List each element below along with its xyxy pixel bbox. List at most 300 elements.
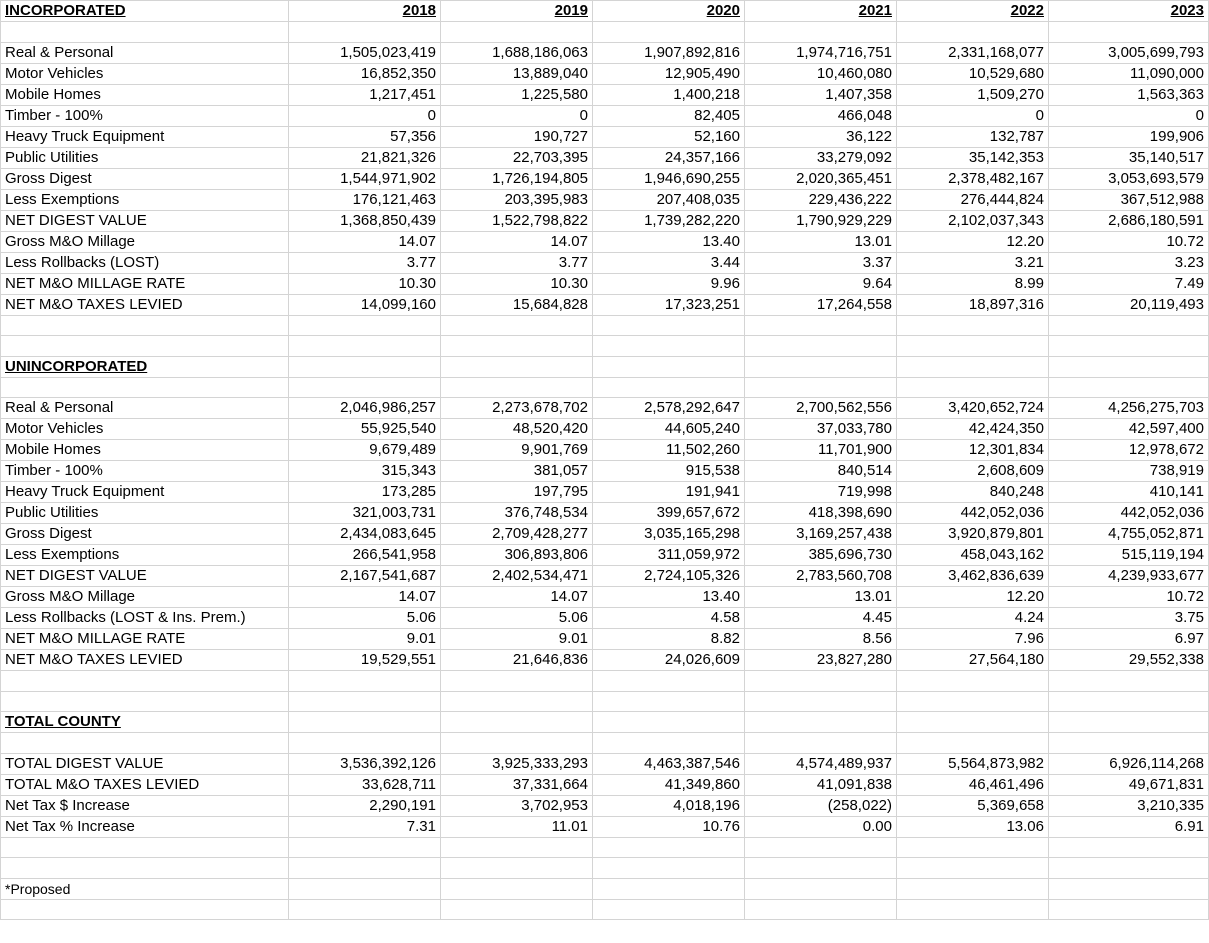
value-cell[interactable]: 52,160 xyxy=(593,126,745,147)
value-cell[interactable]: 42,597,400 xyxy=(1049,419,1209,440)
empty-cell[interactable] xyxy=(1049,315,1209,336)
empty-cell[interactable] xyxy=(593,377,745,398)
value-cell[interactable]: 2,331,168,077 xyxy=(897,42,1049,63)
empty-cell[interactable] xyxy=(745,336,897,357)
value-cell[interactable]: 276,444,824 xyxy=(897,189,1049,210)
empty-cell[interactable] xyxy=(897,377,1049,398)
row-label[interactable]: TOTAL DIGEST VALUE xyxy=(1,753,289,774)
empty-cell[interactable] xyxy=(593,858,745,879)
value-cell[interactable]: 1,505,023,419 xyxy=(289,42,441,63)
empty-cell[interactable] xyxy=(1049,377,1209,398)
value-cell[interactable]: 18,897,316 xyxy=(897,294,1049,315)
section-title[interactable]: TOTAL COUNTY xyxy=(1,712,289,733)
row-label[interactable]: Motor Vehicles xyxy=(1,419,289,440)
value-cell[interactable]: (258,022) xyxy=(745,795,897,816)
row-label[interactable]: NET M&O MILLAGE RATE xyxy=(1,629,289,650)
value-cell[interactable]: 2,046,986,257 xyxy=(289,398,441,419)
value-cell[interactable]: 49,671,831 xyxy=(1049,774,1209,795)
value-cell[interactable]: 197,795 xyxy=(441,482,593,503)
footnote[interactable]: *Proposed xyxy=(1,878,289,899)
row-label[interactable]: Timber - 100% xyxy=(1,105,289,126)
value-cell[interactable]: 14.07 xyxy=(289,587,441,608)
value-cell[interactable]: 17,323,251 xyxy=(593,294,745,315)
empty-cell[interactable] xyxy=(289,336,441,357)
empty-cell[interactable] xyxy=(441,691,593,712)
value-cell[interactable]: 840,248 xyxy=(897,482,1049,503)
value-cell[interactable]: 6,926,114,268 xyxy=(1049,753,1209,774)
value-cell[interactable]: 3,053,693,579 xyxy=(1049,168,1209,189)
row-label[interactable]: Public Utilities xyxy=(1,503,289,524)
value-cell[interactable]: 6.97 xyxy=(1049,629,1209,650)
empty-cell[interactable] xyxy=(745,315,897,336)
empty-cell[interactable] xyxy=(289,377,441,398)
value-cell[interactable]: 9.64 xyxy=(745,273,897,294)
value-cell[interactable]: 35,140,517 xyxy=(1049,147,1209,168)
value-cell[interactable]: 1,522,798,822 xyxy=(441,210,593,231)
empty-cell[interactable] xyxy=(745,899,897,920)
empty-cell[interactable] xyxy=(593,712,745,733)
empty-cell[interactable] xyxy=(897,733,1049,754)
value-cell[interactable]: 266,541,958 xyxy=(289,545,441,566)
value-cell[interactable]: 1,946,690,255 xyxy=(593,168,745,189)
value-cell[interactable]: 4.58 xyxy=(593,608,745,629)
value-cell[interactable]: 0.00 xyxy=(745,816,897,837)
value-cell[interactable]: 14,099,160 xyxy=(289,294,441,315)
value-cell[interactable]: 173,285 xyxy=(289,482,441,503)
value-cell[interactable]: 17,264,558 xyxy=(745,294,897,315)
value-cell[interactable]: 3.37 xyxy=(745,252,897,273)
value-cell[interactable]: 3,420,652,724 xyxy=(897,398,1049,419)
row-label[interactable]: NET DIGEST VALUE xyxy=(1,210,289,231)
value-cell[interactable]: 35,142,353 xyxy=(897,147,1049,168)
value-cell[interactable]: 458,043,162 xyxy=(897,545,1049,566)
value-cell[interactable]: 2,167,541,687 xyxy=(289,566,441,587)
value-cell[interactable]: 36,122 xyxy=(745,126,897,147)
value-cell[interactable]: 399,657,672 xyxy=(593,503,745,524)
value-cell[interactable]: 48,520,420 xyxy=(441,419,593,440)
empty-cell[interactable] xyxy=(289,878,441,899)
value-cell[interactable]: 1,544,971,902 xyxy=(289,168,441,189)
empty-cell[interactable] xyxy=(745,671,897,692)
value-cell[interactable]: 2,608,609 xyxy=(897,461,1049,482)
value-cell[interactable]: 41,349,860 xyxy=(593,774,745,795)
value-cell[interactable]: 14.07 xyxy=(441,587,593,608)
empty-cell[interactable] xyxy=(1049,22,1209,43)
empty-cell[interactable] xyxy=(593,336,745,357)
value-cell[interactable]: 2,434,083,645 xyxy=(289,524,441,545)
value-cell[interactable]: 0 xyxy=(441,105,593,126)
value-cell[interactable]: 23,827,280 xyxy=(745,650,897,671)
row-label[interactable]: Real & Personal xyxy=(1,398,289,419)
value-cell[interactable]: 0 xyxy=(289,105,441,126)
empty-cell[interactable] xyxy=(1,899,289,920)
value-cell[interactable]: 5.06 xyxy=(441,608,593,629)
value-cell[interactable]: 1,907,892,816 xyxy=(593,42,745,63)
value-cell[interactable]: 20,119,493 xyxy=(1049,294,1209,315)
empty-cell[interactable] xyxy=(1,336,289,357)
row-label[interactable]: Heavy Truck Equipment xyxy=(1,482,289,503)
empty-cell[interactable] xyxy=(1049,671,1209,692)
row-label[interactable]: Gross M&O Millage xyxy=(1,231,289,252)
year-header[interactable]: 2019 xyxy=(441,1,593,22)
empty-cell[interactable] xyxy=(593,671,745,692)
row-label[interactable]: TOTAL M&O TAXES LEVIED xyxy=(1,774,289,795)
value-cell[interactable]: 13.40 xyxy=(593,587,745,608)
value-cell[interactable]: 1,739,282,220 xyxy=(593,210,745,231)
value-cell[interactable]: 2,783,560,708 xyxy=(745,566,897,587)
value-cell[interactable]: 5.06 xyxy=(289,608,441,629)
empty-cell[interactable] xyxy=(897,858,1049,879)
value-cell[interactable]: 4.24 xyxy=(897,608,1049,629)
row-label[interactable]: Less Rollbacks (LOST & Ins. Prem.) xyxy=(1,608,289,629)
row-label[interactable]: NET M&O TAXES LEVIED xyxy=(1,294,289,315)
value-cell[interactable]: 14.07 xyxy=(441,231,593,252)
value-cell[interactable]: 2,700,562,556 xyxy=(745,398,897,419)
value-cell[interactable]: 719,998 xyxy=(745,482,897,503)
empty-cell[interactable] xyxy=(593,22,745,43)
row-label[interactable]: Less Exemptions xyxy=(1,545,289,566)
value-cell[interactable]: 12,905,490 xyxy=(593,63,745,84)
empty-cell[interactable] xyxy=(1,858,289,879)
empty-cell[interactable] xyxy=(897,837,1049,858)
value-cell[interactable]: 37,033,780 xyxy=(745,419,897,440)
value-cell[interactable]: 33,628,711 xyxy=(289,774,441,795)
row-label[interactable]: Gross Digest xyxy=(1,168,289,189)
value-cell[interactable]: 4,755,052,871 xyxy=(1049,524,1209,545)
empty-cell[interactable] xyxy=(897,22,1049,43)
empty-cell[interactable] xyxy=(289,733,441,754)
value-cell[interactable]: 7.31 xyxy=(289,816,441,837)
value-cell[interactable]: 1,225,580 xyxy=(441,84,593,105)
value-cell[interactable]: 3.77 xyxy=(289,252,441,273)
value-cell[interactable]: 2,724,105,326 xyxy=(593,566,745,587)
value-cell[interactable]: 3,005,699,793 xyxy=(1049,42,1209,63)
empty-cell[interactable] xyxy=(1,733,289,754)
empty-cell[interactable] xyxy=(593,878,745,899)
empty-cell[interactable] xyxy=(441,22,593,43)
value-cell[interactable]: 3.75 xyxy=(1049,608,1209,629)
empty-cell[interactable] xyxy=(289,858,441,879)
empty-cell[interactable] xyxy=(745,878,897,899)
value-cell[interactable]: 46,461,496 xyxy=(897,774,1049,795)
empty-cell[interactable] xyxy=(441,336,593,357)
value-cell[interactable]: 27,564,180 xyxy=(897,650,1049,671)
year-header[interactable]: 2018 xyxy=(289,1,441,22)
empty-cell[interactable] xyxy=(745,733,897,754)
year-header[interactable]: 2022 xyxy=(897,1,1049,22)
value-cell[interactable]: 10.30 xyxy=(289,273,441,294)
value-cell[interactable]: 16,852,350 xyxy=(289,63,441,84)
empty-cell[interactable] xyxy=(441,899,593,920)
value-cell[interactable]: 191,941 xyxy=(593,482,745,503)
value-cell[interactable]: 10.72 xyxy=(1049,231,1209,252)
empty-cell[interactable] xyxy=(1,837,289,858)
empty-cell[interactable] xyxy=(441,837,593,858)
value-cell[interactable]: 3,925,333,293 xyxy=(441,753,593,774)
empty-cell[interactable] xyxy=(289,691,441,712)
row-label[interactable]: Heavy Truck Equipment xyxy=(1,126,289,147)
value-cell[interactable]: 24,026,609 xyxy=(593,650,745,671)
value-cell[interactable]: 1,407,358 xyxy=(745,84,897,105)
empty-cell[interactable] xyxy=(289,837,441,858)
value-cell[interactable]: 2,102,037,343 xyxy=(897,210,1049,231)
value-cell[interactable]: 0 xyxy=(1049,105,1209,126)
value-cell[interactable]: 1,400,218 xyxy=(593,84,745,105)
value-cell[interactable]: 3.23 xyxy=(1049,252,1209,273)
empty-cell[interactable] xyxy=(745,22,897,43)
value-cell[interactable]: 29,552,338 xyxy=(1049,650,1209,671)
value-cell[interactable]: 33,279,092 xyxy=(745,147,897,168)
value-cell[interactable]: 4,574,489,937 xyxy=(745,753,897,774)
value-cell[interactable]: 3,035,165,298 xyxy=(593,524,745,545)
empty-cell[interactable] xyxy=(897,356,1049,377)
value-cell[interactable]: 207,408,035 xyxy=(593,189,745,210)
value-cell[interactable]: 3,536,392,126 xyxy=(289,753,441,774)
value-cell[interactable]: 21,821,326 xyxy=(289,147,441,168)
row-label[interactable]: Public Utilities xyxy=(1,147,289,168)
section-title[interactable]: INCORPORATED xyxy=(1,1,289,22)
value-cell[interactable]: 2,686,180,591 xyxy=(1049,210,1209,231)
row-label[interactable]: Gross Digest xyxy=(1,524,289,545)
value-cell[interactable]: 515,119,194 xyxy=(1049,545,1209,566)
value-cell[interactable]: 3,210,335 xyxy=(1049,795,1209,816)
row-label[interactable]: NET M&O TAXES LEVIED xyxy=(1,650,289,671)
value-cell[interactable]: 10,529,680 xyxy=(897,63,1049,84)
empty-cell[interactable] xyxy=(1,315,289,336)
value-cell[interactable]: 367,512,988 xyxy=(1049,189,1209,210)
value-cell[interactable]: 4,018,196 xyxy=(593,795,745,816)
value-cell[interactable]: 2,578,292,647 xyxy=(593,398,745,419)
value-cell[interactable]: 1,509,270 xyxy=(897,84,1049,105)
empty-cell[interactable] xyxy=(1,671,289,692)
empty-cell[interactable] xyxy=(1049,356,1209,377)
empty-cell[interactable] xyxy=(897,315,1049,336)
value-cell[interactable]: 376,748,534 xyxy=(441,503,593,524)
value-cell[interactable]: 1,790,929,229 xyxy=(745,210,897,231)
empty-cell[interactable] xyxy=(745,356,897,377)
value-cell[interactable]: 7.49 xyxy=(1049,273,1209,294)
empty-cell[interactable] xyxy=(1,691,289,712)
value-cell[interactable]: 3,920,879,801 xyxy=(897,524,1049,545)
value-cell[interactable]: 12.20 xyxy=(897,231,1049,252)
value-cell[interactable]: 4,463,387,546 xyxy=(593,753,745,774)
value-cell[interactable]: 915,538 xyxy=(593,461,745,482)
empty-cell[interactable] xyxy=(441,315,593,336)
empty-cell[interactable] xyxy=(897,671,1049,692)
value-cell[interactable]: 13.01 xyxy=(745,587,897,608)
empty-cell[interactable] xyxy=(897,878,1049,899)
empty-cell[interactable] xyxy=(897,712,1049,733)
value-cell[interactable]: 13,889,040 xyxy=(441,63,593,84)
value-cell[interactable]: 3.21 xyxy=(897,252,1049,273)
empty-cell[interactable] xyxy=(289,899,441,920)
row-label[interactable]: Gross M&O Millage xyxy=(1,587,289,608)
value-cell[interactable]: 5,369,658 xyxy=(897,795,1049,816)
value-cell[interactable]: 1,563,363 xyxy=(1049,84,1209,105)
value-cell[interactable]: 10.72 xyxy=(1049,587,1209,608)
row-label[interactable]: Mobile Homes xyxy=(1,84,289,105)
value-cell[interactable]: 15,684,828 xyxy=(441,294,593,315)
value-cell[interactable]: 2,273,678,702 xyxy=(441,398,593,419)
value-cell[interactable]: 229,436,222 xyxy=(745,189,897,210)
year-header[interactable]: 2020 xyxy=(593,1,745,22)
value-cell[interactable]: 840,514 xyxy=(745,461,897,482)
value-cell[interactable]: 37,331,664 xyxy=(441,774,593,795)
value-cell[interactable]: 11,701,900 xyxy=(745,440,897,461)
value-cell[interactable]: 9.01 xyxy=(289,629,441,650)
row-label[interactable]: Real & Personal xyxy=(1,42,289,63)
empty-cell[interactable] xyxy=(441,377,593,398)
empty-cell[interactable] xyxy=(897,899,1049,920)
section-title[interactable]: UNINCORPORATED xyxy=(1,356,289,377)
empty-cell[interactable] xyxy=(441,878,593,899)
empty-cell[interactable] xyxy=(289,22,441,43)
value-cell[interactable]: 9.01 xyxy=(441,629,593,650)
value-cell[interactable]: 8.82 xyxy=(593,629,745,650)
empty-cell[interactable] xyxy=(593,691,745,712)
value-cell[interactable]: 7.96 xyxy=(897,629,1049,650)
value-cell[interactable]: 19,529,551 xyxy=(289,650,441,671)
value-cell[interactable]: 9,901,769 xyxy=(441,440,593,461)
value-cell[interactable]: 9,679,489 xyxy=(289,440,441,461)
value-cell[interactable]: 315,343 xyxy=(289,461,441,482)
empty-cell[interactable] xyxy=(441,733,593,754)
empty-cell[interactable] xyxy=(593,837,745,858)
empty-cell[interactable] xyxy=(745,377,897,398)
empty-cell[interactable] xyxy=(1049,712,1209,733)
empty-cell[interactable] xyxy=(897,691,1049,712)
empty-cell[interactable] xyxy=(289,356,441,377)
value-cell[interactable]: 2,020,365,451 xyxy=(745,168,897,189)
empty-cell[interactable] xyxy=(1049,691,1209,712)
value-cell[interactable]: 321,003,731 xyxy=(289,503,441,524)
value-cell[interactable]: 41,091,838 xyxy=(745,774,897,795)
value-cell[interactable]: 132,787 xyxy=(897,126,1049,147)
value-cell[interactable]: 2,290,191 xyxy=(289,795,441,816)
value-cell[interactable]: 3,462,836,639 xyxy=(897,566,1049,587)
value-cell[interactable]: 55,925,540 xyxy=(289,419,441,440)
value-cell[interactable]: 3.77 xyxy=(441,252,593,273)
value-cell[interactable]: 24,357,166 xyxy=(593,147,745,168)
row-label[interactable]: NET M&O MILLAGE RATE xyxy=(1,273,289,294)
value-cell[interactable]: 4,239,933,677 xyxy=(1049,566,1209,587)
value-cell[interactable]: 3.44 xyxy=(593,252,745,273)
value-cell[interactable]: 0 xyxy=(897,105,1049,126)
value-cell[interactable]: 2,402,534,471 xyxy=(441,566,593,587)
value-cell[interactable]: 21,646,836 xyxy=(441,650,593,671)
value-cell[interactable]: 13.40 xyxy=(593,231,745,252)
value-cell[interactable]: 4.45 xyxy=(745,608,897,629)
row-label[interactable]: Net Tax $ Increase xyxy=(1,795,289,816)
year-header[interactable]: 2023 xyxy=(1049,1,1209,22)
empty-cell[interactable] xyxy=(1,377,289,398)
empty-cell[interactable] xyxy=(1049,733,1209,754)
value-cell[interactable]: 12,301,834 xyxy=(897,440,1049,461)
empty-cell[interactable] xyxy=(593,315,745,336)
value-cell[interactable]: 10.76 xyxy=(593,816,745,837)
value-cell[interactable]: 203,395,983 xyxy=(441,189,593,210)
empty-cell[interactable] xyxy=(897,336,1049,357)
value-cell[interactable]: 385,696,730 xyxy=(745,545,897,566)
value-cell[interactable]: 1,688,186,063 xyxy=(441,42,593,63)
value-cell[interactable]: 11,090,000 xyxy=(1049,63,1209,84)
empty-cell[interactable] xyxy=(441,858,593,879)
empty-cell[interactable] xyxy=(745,837,897,858)
empty-cell[interactable] xyxy=(745,712,897,733)
value-cell[interactable]: 1,368,850,439 xyxy=(289,210,441,231)
value-cell[interactable]: 14.07 xyxy=(289,231,441,252)
row-label[interactable]: NET DIGEST VALUE xyxy=(1,566,289,587)
value-cell[interactable]: 2,378,482,167 xyxy=(897,168,1049,189)
empty-cell[interactable] xyxy=(1049,837,1209,858)
value-cell[interactable]: 4,256,275,703 xyxy=(1049,398,1209,419)
value-cell[interactable]: 13.06 xyxy=(897,816,1049,837)
empty-cell[interactable] xyxy=(1049,899,1209,920)
value-cell[interactable]: 1,217,451 xyxy=(289,84,441,105)
row-label[interactable]: Mobile Homes xyxy=(1,440,289,461)
value-cell[interactable]: 8.56 xyxy=(745,629,897,650)
value-cell[interactable]: 8.99 xyxy=(897,273,1049,294)
value-cell[interactable]: 44,605,240 xyxy=(593,419,745,440)
value-cell[interactable]: 13.01 xyxy=(745,231,897,252)
value-cell[interactable]: 11.01 xyxy=(441,816,593,837)
value-cell[interactable]: 466,048 xyxy=(745,105,897,126)
empty-cell[interactable] xyxy=(441,671,593,692)
value-cell[interactable]: 311,059,972 xyxy=(593,545,745,566)
value-cell[interactable]: 738,919 xyxy=(1049,461,1209,482)
empty-cell[interactable] xyxy=(289,315,441,336)
value-cell[interactable]: 9.96 xyxy=(593,273,745,294)
row-label[interactable]: Less Rollbacks (LOST) xyxy=(1,252,289,273)
value-cell[interactable]: 5,564,873,982 xyxy=(897,753,1049,774)
value-cell[interactable]: 42,424,350 xyxy=(897,419,1049,440)
value-cell[interactable]: 3,702,953 xyxy=(441,795,593,816)
value-cell[interactable]: 10,460,080 xyxy=(745,63,897,84)
value-cell[interactable]: 22,703,395 xyxy=(441,147,593,168)
value-cell[interactable]: 82,405 xyxy=(593,105,745,126)
value-cell[interactable]: 418,398,690 xyxy=(745,503,897,524)
empty-cell[interactable] xyxy=(1049,858,1209,879)
value-cell[interactable]: 3,169,257,438 xyxy=(745,524,897,545)
empty-cell[interactable] xyxy=(745,858,897,879)
year-header[interactable]: 2021 xyxy=(745,1,897,22)
empty-cell[interactable] xyxy=(593,899,745,920)
value-cell[interactable]: 12.20 xyxy=(897,587,1049,608)
value-cell[interactable]: 410,141 xyxy=(1049,482,1209,503)
empty-cell[interactable] xyxy=(289,712,441,733)
value-cell[interactable]: 12,978,672 xyxy=(1049,440,1209,461)
value-cell[interactable]: 2,709,428,277 xyxy=(441,524,593,545)
value-cell[interactable]: 199,906 xyxy=(1049,126,1209,147)
value-cell[interactable]: 190,727 xyxy=(441,126,593,147)
row-label[interactable]: Net Tax % Increase xyxy=(1,816,289,837)
empty-cell[interactable] xyxy=(1,22,289,43)
empty-cell[interactable] xyxy=(593,733,745,754)
value-cell[interactable]: 1,726,194,805 xyxy=(441,168,593,189)
value-cell[interactable]: 10.30 xyxy=(441,273,593,294)
empty-cell[interactable] xyxy=(441,356,593,377)
empty-cell[interactable] xyxy=(1049,336,1209,357)
value-cell[interactable]: 442,052,036 xyxy=(897,503,1049,524)
value-cell[interactable]: 11,502,260 xyxy=(593,440,745,461)
empty-cell[interactable] xyxy=(1049,878,1209,899)
value-cell[interactable]: 442,052,036 xyxy=(1049,503,1209,524)
value-cell[interactable]: 176,121,463 xyxy=(289,189,441,210)
value-cell[interactable]: 381,057 xyxy=(441,461,593,482)
value-cell[interactable]: 6.91 xyxy=(1049,816,1209,837)
empty-cell[interactable] xyxy=(289,671,441,692)
empty-cell[interactable] xyxy=(745,691,897,712)
